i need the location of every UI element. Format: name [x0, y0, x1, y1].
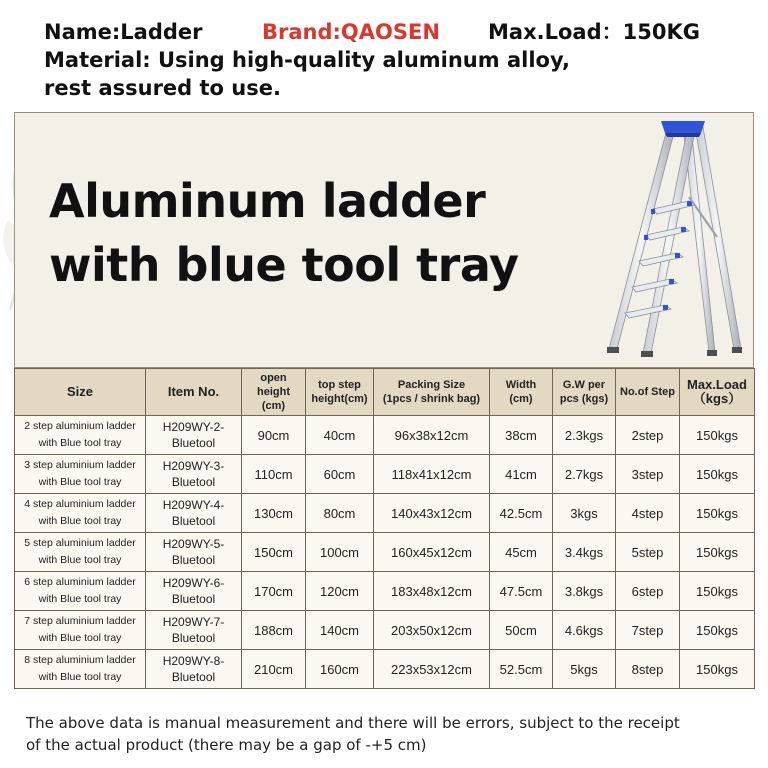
size-cell-line: with Blue tool tray [38, 476, 122, 488]
size-cell-line: 5 step aluminium ladder [24, 537, 136, 549]
open-height-cell: 170cm [242, 572, 306, 611]
header-line: Packing Size [397, 379, 466, 391]
table-row [15, 494, 755, 533]
item-number-cell [146, 572, 242, 611]
step-count-cell: 5step [616, 533, 680, 572]
size-cell-line: with Blue tool tray [38, 554, 122, 566]
open-height-cell: 150cm [242, 533, 306, 572]
hero-banner [14, 112, 754, 368]
top-step-height-cell: 40cm [306, 416, 374, 455]
size-cell [15, 533, 146, 572]
item-number-cell-line: H209WY-6- [162, 576, 225, 590]
col-width-header [490, 369, 553, 416]
gross-weight-cell: 2.3kgs [553, 416, 616, 455]
hero-title [49, 169, 589, 297]
size-cell-line: 2 step aluminium ladder [24, 420, 136, 432]
size-cell-line: 8 step aluminium ladder [24, 654, 136, 666]
item-number-cell-line: Bluetool [171, 592, 216, 606]
width-cell: 41cm [490, 455, 553, 494]
col-gw-header [553, 369, 616, 416]
gross-weight-cell: 3.8kgs [553, 572, 616, 611]
top-step-height-cell: 120cm [306, 572, 374, 611]
product-name: Name:Ladder [44, 20, 203, 44]
max-load-cell: 150kgs [680, 572, 755, 611]
max-load-cell: 150kgs [680, 455, 755, 494]
table-header-row [15, 369, 755, 416]
header-line: G.W per [562, 379, 606, 391]
gross-weight-cell: 2.7kgs [553, 455, 616, 494]
header-line: Width [505, 379, 537, 391]
size-cell-line: with Blue tool tray [38, 515, 122, 527]
table-row [15, 572, 755, 611]
packing-size-cell: 183x48x12cm [374, 572, 490, 611]
col-packing-header [374, 369, 490, 416]
step-count-cell: 2step [616, 416, 680, 455]
disclaimer-line-2: of the actual product (there may be a gap of -+5 cm) [26, 736, 427, 754]
item-number-cell [146, 650, 242, 689]
hero-title-line-1: Aluminum ladder [49, 174, 486, 228]
top-step-height-cell: 140cm [306, 611, 374, 650]
col-max-load-header [680, 369, 755, 416]
max-load-cell: 150kgs [680, 611, 755, 650]
item-number-cell [146, 416, 242, 455]
open-height-cell: 188cm [242, 611, 306, 650]
open-height-cell: 110cm [242, 455, 306, 494]
packing-size-cell: 118x41x12cm [374, 455, 490, 494]
open-height-cell: 90cm [242, 416, 306, 455]
item-number-cell [146, 494, 242, 533]
step-count-cell: 8step [616, 650, 680, 689]
step-count-cell: 7step [616, 611, 680, 650]
table-row [15, 611, 755, 650]
product-header [44, 18, 744, 102]
material-line-1: Material: Using high-quality aluminum alloy, [44, 48, 570, 72]
header-line: （kgs） [692, 391, 742, 406]
packing-size-cell: 140x43x12cm [374, 494, 490, 533]
width-cell: 47.5cm [490, 572, 553, 611]
table-row [15, 416, 755, 455]
header-line: (cm) [509, 393, 533, 405]
item-number-cell-line: H209WY-3- [162, 459, 225, 473]
table-row [15, 455, 755, 494]
size-cell [15, 572, 146, 611]
header-line: pcs (kgs) [559, 393, 609, 405]
header-line: Max.Load [687, 377, 747, 392]
packing-size-cell: 203x50x12cm [374, 611, 490, 650]
header-line: top step [318, 379, 361, 391]
item-number-cell-line: H209WY-5- [162, 537, 225, 551]
item-number-cell-line: H209WY-2- [162, 420, 225, 434]
gross-weight-cell: 3.4kgs [553, 533, 616, 572]
size-cell [15, 611, 146, 650]
table-row [15, 650, 755, 689]
width-cell: 50cm [490, 611, 553, 650]
packing-size-cell: 96x38x12cm [374, 416, 490, 455]
top-step-height-cell: 160cm [306, 650, 374, 689]
item-number-cell [146, 611, 242, 650]
packing-size-cell: 160x45x12cm [374, 533, 490, 572]
max-load-cell: 150kgs [680, 416, 755, 455]
size-cell-line: with Blue tool tray [38, 593, 122, 605]
width-cell: 38cm [490, 416, 553, 455]
disclaimer-line-1: The above data is manual measurement and there will be errors, subject to the receipt [26, 714, 680, 732]
size-cell [15, 494, 146, 533]
top-step-height-cell: 80cm [306, 494, 374, 533]
item-number-cell-line: Bluetool [171, 553, 216, 567]
item-number-cell-line: Bluetool [171, 475, 216, 489]
max-load-cell: 150kgs [680, 533, 755, 572]
gross-weight-cell: 3kgs [553, 494, 616, 533]
item-number-cell [146, 455, 242, 494]
width-cell: 52.5cm [490, 650, 553, 689]
col-size-header: Size [15, 369, 146, 416]
col-open-height-header [242, 369, 306, 416]
item-number-cell-line: H209WY-8- [162, 654, 225, 668]
disclaimer-note [26, 712, 746, 756]
specification-table [14, 368, 755, 689]
item-number-cell-line: Bluetool [171, 631, 216, 645]
col-top-step-header [306, 369, 374, 416]
gross-weight-cell: 5kgs [553, 650, 616, 689]
header-line: height(cm) [311, 393, 368, 405]
step-count-cell: 4step [616, 494, 680, 533]
size-cell-line: with Blue tool tray [38, 437, 122, 449]
step-count-cell: 6step [616, 572, 680, 611]
col-item-header: Item No. [146, 369, 242, 416]
size-cell-line: with Blue tool tray [38, 671, 122, 683]
item-number-cell-line: Bluetool [171, 514, 216, 528]
item-number-cell-line: Bluetool [171, 670, 216, 684]
size-cell-line: 3 step aluminium ladder [24, 459, 136, 471]
product-brand: Brand:QAOSEN [262, 20, 440, 44]
max-load-cell: 150kgs [680, 494, 755, 533]
open-height-cell: 210cm [242, 650, 306, 689]
size-cell [15, 455, 146, 494]
size-cell-line: 7 step aluminium ladder [24, 615, 136, 627]
header-line: (1pcs / shrink bag) [382, 393, 481, 405]
table-row [15, 533, 755, 572]
packing-size-cell: 223x53x12cm [374, 650, 490, 689]
ladder-illustration-icon [571, 117, 751, 367]
size-cell-line: 6 step aluminium ladder [24, 576, 136, 588]
width-cell: 42.5cm [490, 494, 553, 533]
top-step-height-cell: 60cm [306, 455, 374, 494]
gross-weight-cell: 4.6kgs [553, 611, 616, 650]
step-count-cell: 3step [616, 455, 680, 494]
size-cell-line: with Blue tool tray [38, 632, 122, 644]
header-line: open [260, 372, 287, 384]
item-number-cell-line: Bluetool [171, 436, 216, 450]
item-number-cell [146, 533, 242, 572]
size-cell [15, 416, 146, 455]
width-cell: 45cm [490, 533, 553, 572]
item-number-cell-line: H209WY-4- [162, 498, 225, 512]
col-steps-header: No.of Step [616, 369, 680, 416]
size-cell [15, 650, 146, 689]
header-line: height [257, 386, 290, 398]
max-load-cell: 150kgs [680, 650, 755, 689]
material-line-2: rest assured to use. [44, 76, 281, 100]
size-cell-line: 4 step aluminium ladder [24, 498, 136, 510]
header-top-line [44, 18, 744, 46]
open-height-cell: 130cm [242, 494, 306, 533]
header-line: (cm) [261, 400, 286, 412]
item-number-cell-line: H209WY-7- [162, 615, 225, 629]
product-max-load: Max.Load：150KG [488, 20, 700, 44]
top-step-height-cell: 100cm [306, 533, 374, 572]
hero-title-line-2: with blue tool tray [49, 238, 519, 292]
